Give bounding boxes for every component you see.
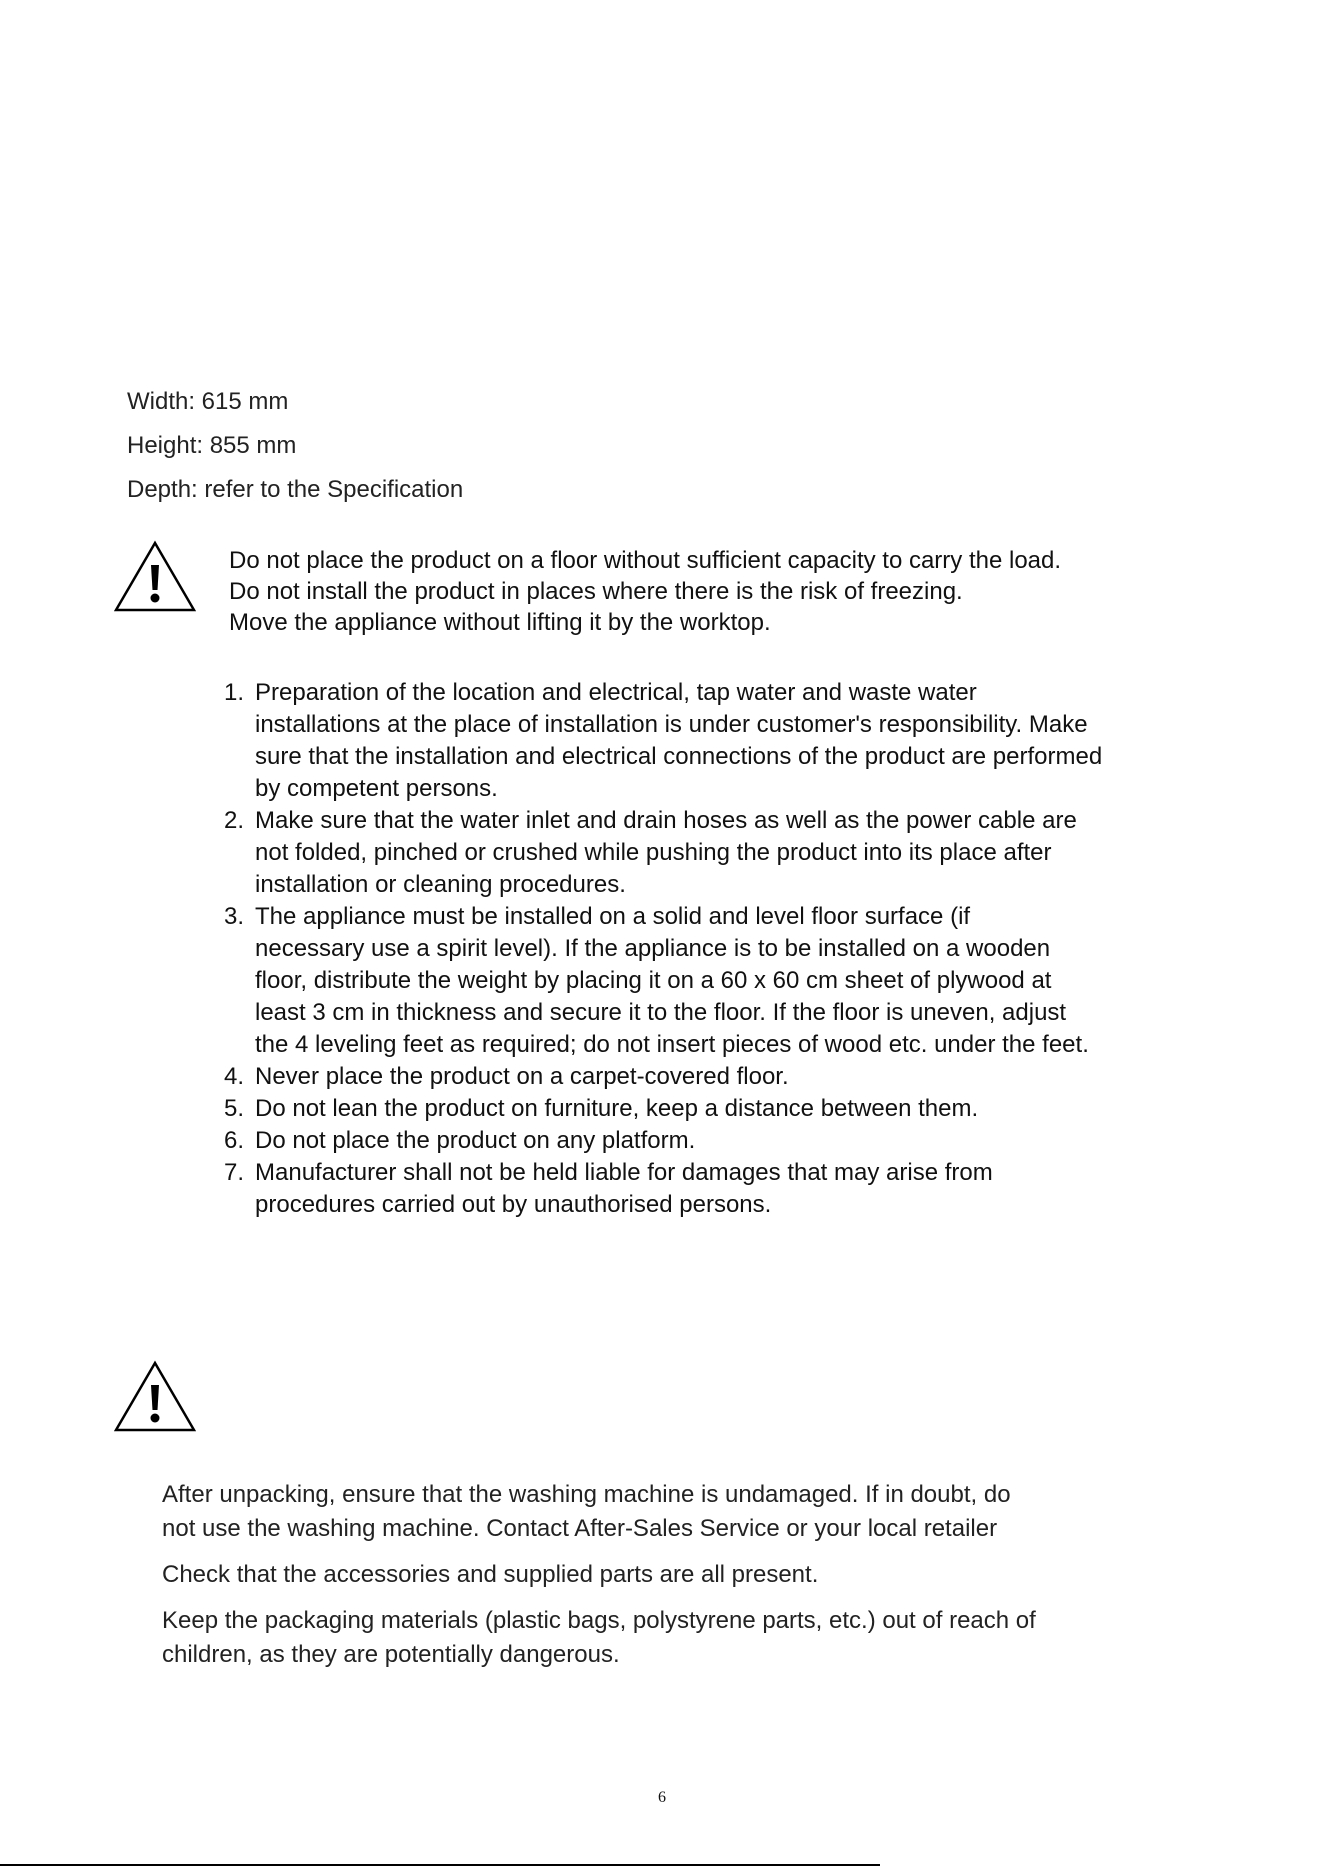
step-line: The appliance must be installed on a solid and level floor surface (if [255,903,971,930]
unpacking-paragraph-line: Keep the packaging materials (plastic bags, polystyrene parts, etc.) out of reach of [162,1607,1036,1634]
step-line: Do not lean the product on furniture, keep a distance between them. [255,1095,979,1122]
step-item [224,1061,1224,1093]
installation-steps [224,677,1224,1221]
step-number: 3. [224,903,245,930]
step-line: floor, distribute the weight by placing it on a 60 x 60 cm sheet of plywood at [255,967,1052,994]
unpacking-paragraph-line: After unpacking, ensure that the washing machine is undamaged. If in doubt, do [162,1481,1011,1508]
step-line: by competent persons. [255,775,498,802]
step-line: Never place the product on a carpet-covered floor. [255,1063,789,1090]
dimensions-block [127,380,463,512]
page-number: 6 [658,1789,666,1806]
warning-triangle-icon [114,1360,196,1434]
step-line: installations at the place of installation is under customer's responsibility. Make [255,711,1088,738]
width-spec: Width: 615 mm [127,388,289,415]
step-number: 1. [224,679,245,706]
unpacking-paragraph-line: Check that the accessories and supplied parts are all present. [162,1561,819,1588]
step-item [224,1125,1224,1157]
step-line: Manufacturer shall not be held liable for damages that may arise from [255,1159,993,1186]
step-line: sure that the installation and electrical connections of the product are performed [255,743,1103,770]
step-line: Do not place the product on any platform. [255,1127,696,1154]
step-number: 4. [224,1063,245,1090]
warning-line: Move the appliance without lifting it by the worktop. [229,609,771,636]
unpacking-paragraph-line: not use the washing machine. Contact After-Sales Service or your local retailer [162,1515,998,1542]
footer-rule [0,1864,880,1866]
step-line: Make sure that the water inlet and drain hoses as well as the power cable are [255,807,1077,834]
warning-text [229,545,1061,638]
step-line: not folded, pinched or crushed while pushing the product into its place after [255,839,1052,866]
depth-spec: Depth: refer to the Specification [127,476,464,503]
warning-triangle-icon [114,540,196,614]
unpacking-notes [162,1478,1036,1672]
warning-line: Do not place the product on a floor without sufficient capacity to carry the load. [229,547,1062,574]
step-item [224,1157,1224,1221]
step-line: least 3 cm in thickness and secure it to the floor. If the floor is uneven, adjust [255,999,1067,1026]
step-number: 5. [224,1095,245,1122]
step-item [224,805,1224,901]
step-number: 6. [224,1127,245,1154]
step-line: the 4 leveling feet as required; do not insert pieces of wood etc. under the feet. [255,1031,1089,1058]
height-spec: Height: 855 mm [127,432,297,459]
step-line: necessary use a spirit level). If the appliance is to be installed on a wooden [255,935,1051,962]
step-item [224,1093,1224,1125]
step-item [224,901,1224,1061]
step-line: procedures carried out by unauthorised persons. [255,1191,772,1218]
warning-line: Do not install the product in places where there is the risk of freezing. [229,578,963,605]
step-item [224,677,1224,805]
step-line: Preparation of the location and electrical, tap water and waste water [255,679,977,706]
step-number: 2. [224,807,245,834]
unpacking-paragraph-line: children, as they are potentially dangerous. [162,1641,620,1668]
step-line: installation or cleaning procedures. [255,871,626,898]
step-number: 7. [224,1159,245,1186]
